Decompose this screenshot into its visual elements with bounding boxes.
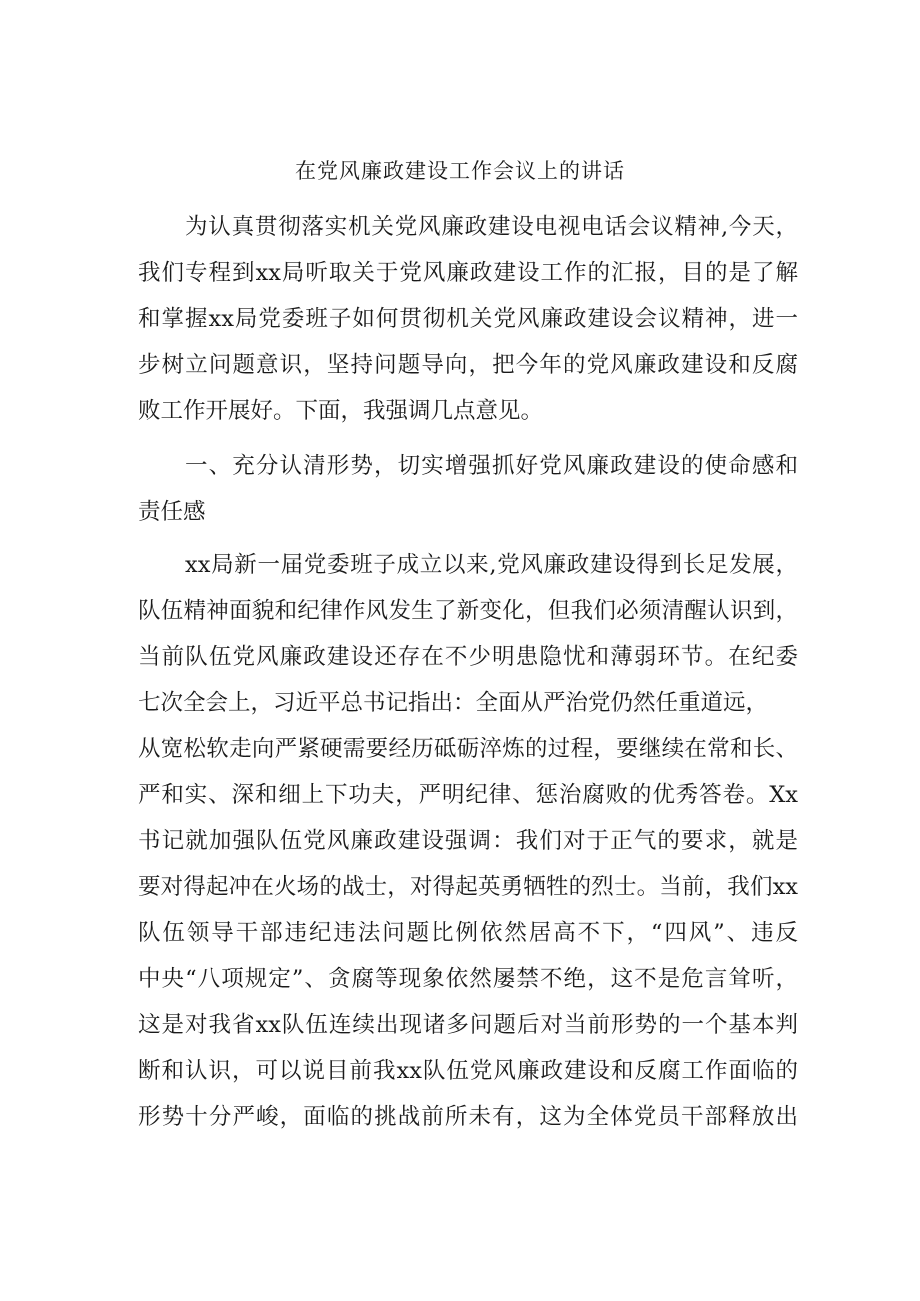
paragraph-line: 当前队伍党风廉政建设还存在不少明患隐忧和薄弱环节。在纪委 bbox=[138, 644, 798, 670]
paragraph-line: 断和认识，可以说目前我xx队伍党风廉政建设和反腐工作面临的 bbox=[138, 1058, 798, 1084]
document-title: 在党风廉政建设工作会议上的讲话 bbox=[295, 159, 625, 183]
paragraph-line: 败工作开展好。下面，我强调几点意见。 bbox=[138, 398, 544, 424]
paragraph-line: 和掌握xx局党委班子如何贯彻机关党风廉政建设会议精神，进一 bbox=[138, 306, 798, 332]
paragraph-line: 中央“八项规定”、贪腐等现象依然屡禁不绝，这不是危言耸听， bbox=[138, 966, 798, 992]
paragraph-line: 这是对我省xx队伍连续出现诸多问题后对当前形势的一个基本判 bbox=[138, 1012, 798, 1038]
paragraph-line: 队伍领导干部违纪违法问题比例依然居高不下，“四风”、违反 bbox=[138, 920, 798, 946]
paragraph-line: 七次全会上，习近平总书记指出：全面从严治党仍然任重道远， bbox=[138, 690, 769, 716]
paragraph-line: 要对得起冲在火场的战士，对得起英勇牺牲的烈士。当前，我们xx bbox=[138, 874, 798, 900]
paragraph-line: 从宽松软走向严紧硬需要经历砥砺淬炼的过程，要继续在常和长、 bbox=[138, 736, 798, 762]
paragraph-line: 形势十分严峻，面临的挑战前所未有，这为全体党员干部释放出 bbox=[138, 1104, 798, 1130]
paragraph-line: 队伍精神面貌和纪律作风发生了新变化，但我们必须清醒认识到， bbox=[138, 598, 798, 624]
paragraph-line: 书记就加强队伍党风廉政建设强调：我们对于正气的要求，就是 bbox=[138, 828, 798, 854]
paragraph-line: 我们专程到xx局听取关于党风廉政建设工作的汇报，目的是了解 bbox=[138, 260, 798, 286]
section-heading-line: 一、充分认清形势，切实增强抓好党风廉政建设的使命感和 bbox=[185, 453, 798, 479]
section-heading-line: 责任感 bbox=[138, 499, 206, 525]
paragraph-line: 步树立问题意识，坚持问题导向，把今年的党风廉政建设和反腐 bbox=[138, 352, 798, 378]
paragraph-line: xx局新一届党委班子成立以来,党风廉政建设得到长足发展， bbox=[185, 552, 798, 578]
paragraph-line: 严和实、深和细上下功夫，严明纪律、惩治腐败的优秀答卷。Xx bbox=[138, 782, 798, 808]
paragraph-line: 为认真贯彻落实机关党风廉政建设电视电话会议精神,今天， bbox=[185, 214, 798, 240]
